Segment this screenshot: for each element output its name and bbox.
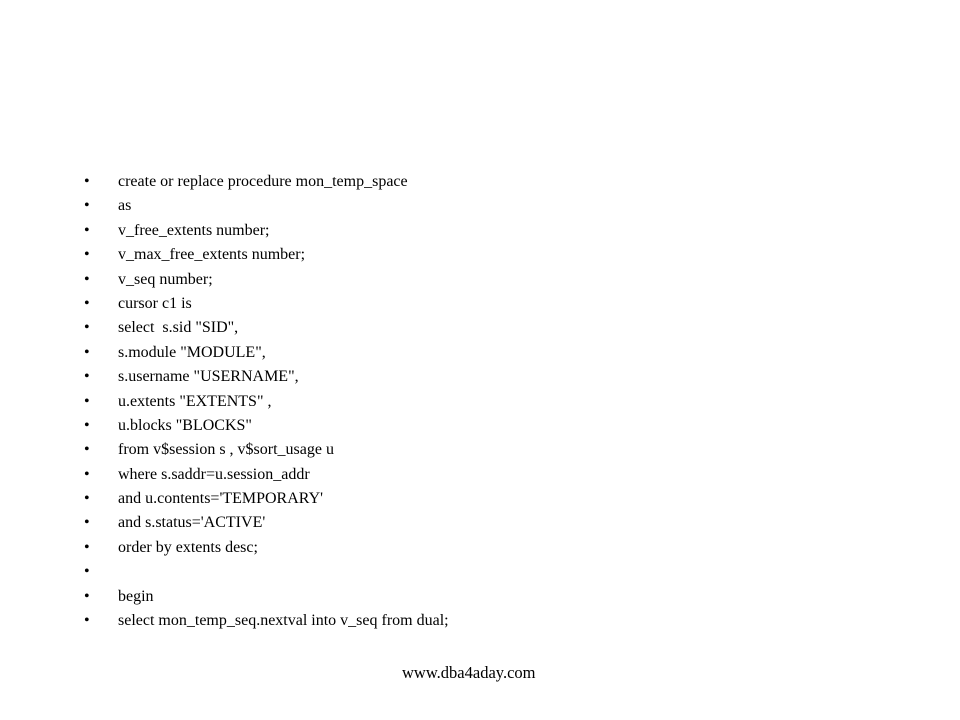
bullet-icon: • bbox=[84, 441, 90, 459]
footer-url: www.dba4aday.com bbox=[402, 663, 536, 682]
bullet-item bbox=[84, 487, 449, 511]
bullet-icon: • bbox=[84, 514, 90, 532]
bullet-icon: • bbox=[84, 538, 90, 556]
code-line: as bbox=[118, 197, 132, 215]
bullet-item bbox=[84, 341, 449, 365]
bullet-icon: • bbox=[84, 563, 90, 581]
bullet-item bbox=[84, 536, 449, 560]
bullet-icon: • bbox=[84, 416, 90, 434]
code-line: and u.contents='TEMPORARY' bbox=[118, 490, 324, 508]
bullet-icon: • bbox=[84, 197, 90, 215]
bullet-item bbox=[84, 390, 449, 414]
bullet-item bbox=[84, 585, 449, 609]
code-line: s.username "USERNAME", bbox=[118, 368, 299, 386]
bullet-icon: • bbox=[84, 343, 90, 361]
code-line: from v$session s , v$sort_usage u bbox=[118, 441, 334, 459]
bullet-icon: • bbox=[84, 465, 90, 483]
bullet-item bbox=[84, 316, 449, 340]
code-line: u.blocks "BLOCKS" bbox=[118, 416, 252, 434]
code-line: v_free_extents number; bbox=[118, 221, 270, 239]
code-line: and s.status='ACTIVE' bbox=[118, 514, 266, 532]
bullet-icon: • bbox=[84, 392, 90, 410]
code-line: u.extents "EXTENTS" , bbox=[118, 392, 272, 410]
bullet-icon: • bbox=[84, 294, 90, 312]
bullet-item bbox=[84, 463, 449, 487]
code-bullet-list bbox=[84, 170, 449, 633]
bullet-icon: • bbox=[84, 221, 90, 239]
bullet-icon: • bbox=[84, 612, 90, 630]
bullet-item bbox=[84, 414, 449, 438]
bullet-item bbox=[84, 511, 449, 535]
code-line: s.module "MODULE", bbox=[118, 343, 266, 361]
code-line: v_max_free_extents number; bbox=[118, 246, 306, 264]
code-line: begin bbox=[118, 587, 154, 605]
code-line: where s.saddr=u.session_addr bbox=[118, 465, 310, 483]
bullet-item bbox=[84, 560, 449, 584]
bullet-icon: • bbox=[84, 368, 90, 386]
bullet-icon: • bbox=[84, 270, 90, 288]
bullet-icon: • bbox=[84, 246, 90, 264]
bullet-item bbox=[84, 292, 449, 316]
code-line: cursor c1 is bbox=[118, 294, 192, 312]
bullet-item bbox=[84, 609, 449, 633]
bullet-icon: • bbox=[84, 319, 90, 337]
bullet-item bbox=[84, 243, 449, 267]
bullet-item bbox=[84, 438, 449, 462]
bullet-icon: • bbox=[84, 587, 90, 605]
bullet-item bbox=[84, 365, 449, 389]
code-line: v_seq number; bbox=[118, 270, 213, 288]
bullet-item bbox=[84, 219, 449, 243]
bullet-item bbox=[84, 268, 449, 292]
bullet-item bbox=[84, 194, 449, 218]
bullet-icon: • bbox=[84, 173, 90, 190]
code-line: order by extents desc; bbox=[118, 538, 258, 556]
code-line: select s.sid "SID", bbox=[118, 319, 239, 337]
code-line: create or replace procedure mon_temp_space bbox=[118, 173, 408, 190]
bullet-icon: • bbox=[84, 490, 90, 508]
bullet-item bbox=[84, 170, 449, 194]
code-line: select mon_temp_seq.nextval into v_seq from dual; bbox=[118, 612, 449, 630]
